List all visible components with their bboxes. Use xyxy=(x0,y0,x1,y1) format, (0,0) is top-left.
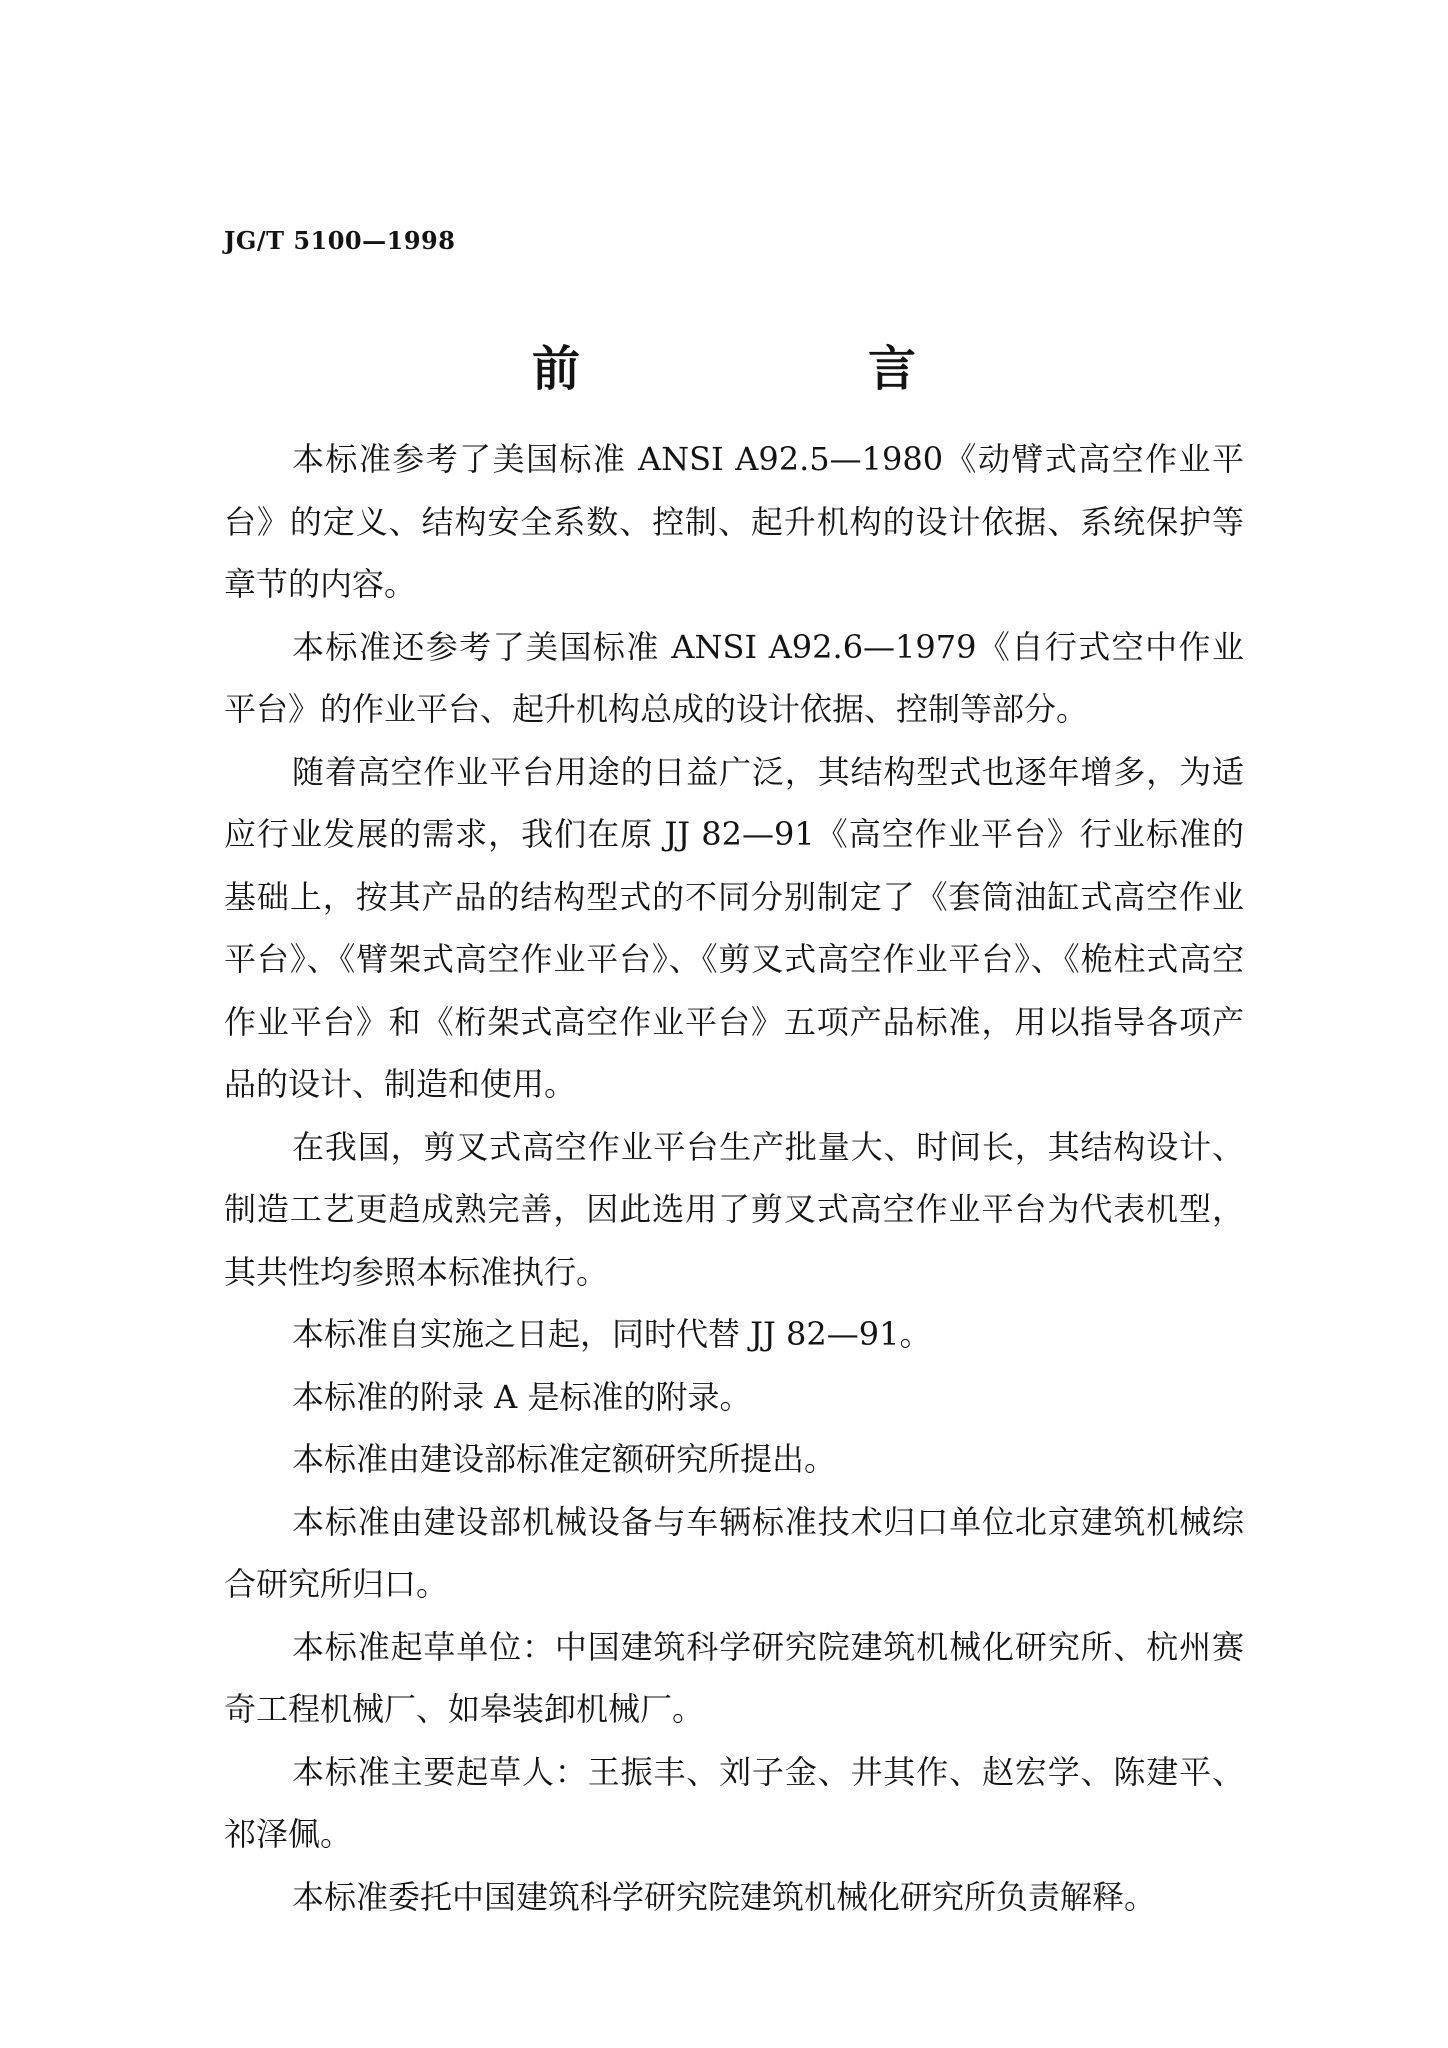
paragraph-proposer: 本标准由建设部标准定额研究所提出。 xyxy=(292,1440,837,1478)
paragraph-drafting-units: 本标准起草单位：中国建筑科学研究院建筑机械化研究所、杭州赛奇工程机械厂、如皋装卸机械厂。 xyxy=(224,1627,1244,1728)
standard-code: JG/T 5100—1998 xyxy=(224,226,456,255)
page-title: 前 言 xyxy=(531,341,1036,397)
paragraph-reference-a92-5: 本标准参考了美国标准 ANSI A92.5—1980《动臂式高空作业平台》的定义、结构安全系数、控制、起升机构的设计依据、系统保护等章节的内容。 xyxy=(224,440,1244,603)
paragraph-administrator: 本标准由建设部机械设备与车辆标准技术归口单位北京建筑机械综合研究所归口。 xyxy=(224,1502,1244,1603)
paragraph-drafters: 本标准主要起草人：王振丰、刘子金、井其作、赵宏学、陈建平、祁泽佩。 xyxy=(224,1752,1244,1853)
paragraph-replacement: 本标准自实施之日起，同时代替 JJ 82—91。 xyxy=(292,1315,932,1353)
paragraph-interpretation: 本标准委托中国建筑科学研究院建筑机械化研究所负责解释。 xyxy=(292,1877,1157,1916)
paragraph-representative-model: 在我国，剪叉式高空作业平台生产批量大、时间长，其结构设计、制造工艺更趋成熟完善，因此选用了剪叉式高空作业平台为代表机型，其共性均参照本标准执行。 xyxy=(224,1127,1244,1291)
foreword-body xyxy=(224,428,1244,1928)
paragraph-appendix: 本标准的附录 A 是标准的附录。 xyxy=(292,1377,752,1416)
paragraph-background: 随着高空作业平台用途的日益广泛，其结构型式也逐年增多，为适应行业发展的需求，我们在原 JJ 82—91《高空作业平台》行业标准的基础上，按其产品的结构型式的不同分别制定了《套筒油缸式高空作业平台》、《臂架式高空作业平台》、《剪叉式高空作业平台》、《桅柱式高空作业平台》和《桁架式高空作业平台》五项产品标准，用以指导各项产品的设计、制造和使用。 xyxy=(224,752,1244,1103)
paragraph-reference-a92-6: 本标准还参考了美国标准 ANSI A92.6—1979《自行式空中作业平台》的作业平台、起升机构总成的设计依据、控制等部分。 xyxy=(224,627,1244,728)
